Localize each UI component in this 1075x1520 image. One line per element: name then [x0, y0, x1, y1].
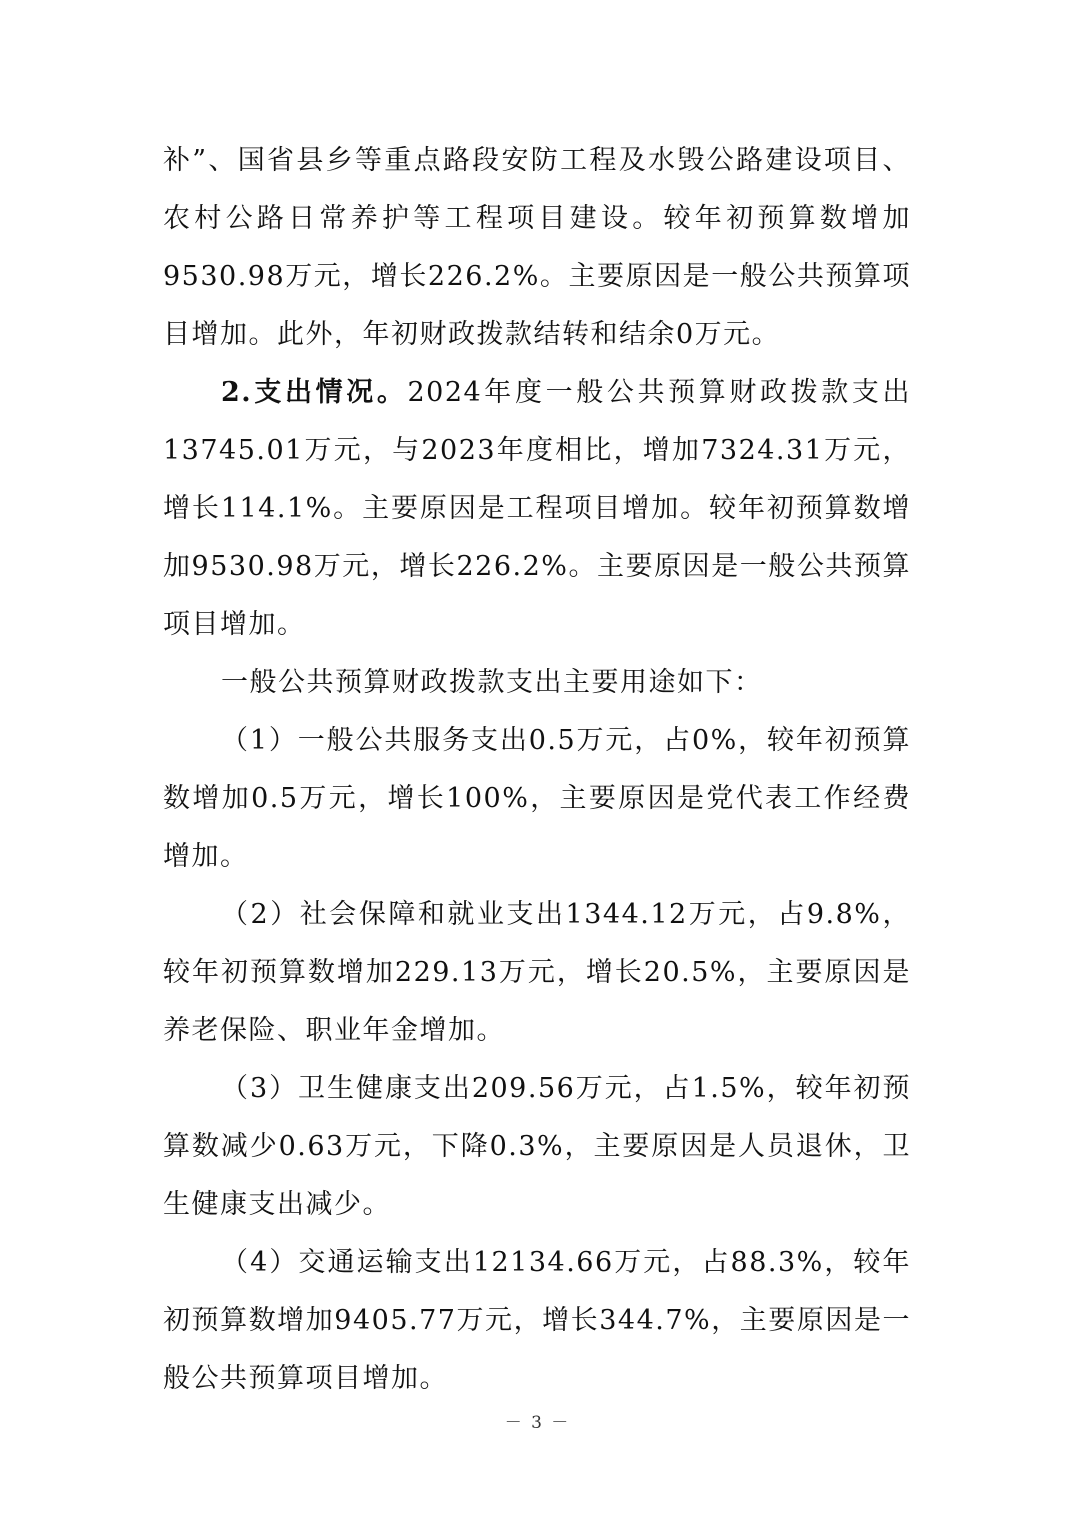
paragraph-item-health: （3）卫生健康支出209.56万元，占1.5%，较年初预算数减少0.63万元，下降0.3%，主要原因是人员退休，卫生健康支出减少。 — [163, 1073, 911, 1220]
paragraph-income-continuation: 补”、国省县乡等重点路段安防工程及水毁公路建设项目、农村公路日常养护等工程项目建设。较年初预算数增加9530.98万元，增长226.2%。主要原因是一般公共预算项目增加。此外，年初财政拨款结转和结余0万元。 — [163, 145, 911, 350]
paragraph-usage-intro: 一般公共预算财政拨款支出主要用途如下： — [221, 667, 763, 698]
section-heading-expenditure: 2.支出情况。 — [221, 377, 408, 408]
paragraph-item-transportation: （4）交通运输支出12134.66万元，占88.3%，较年初预算数增加9405.77万元，增长344.7%，主要原因是一般公共预算项目增加。 — [163, 1247, 911, 1394]
expenditure-summary-text: 2024年度一般公共预算财政拨款支出13745.01万元，与2023年度相比，增加7324.31万元，增长114.1%。主要原因是工程项目增加。较年初预算数增加9530.98万元，增长226.2%。主要原因是一般公共预算项目增加。 — [163, 377, 911, 640]
paragraph-expenditure-summary — [163, 364, 911, 654]
body-text — [163, 132, 911, 1408]
page-number: － 3 － — [504, 1413, 571, 1433]
paragraph-item-social-security: （2）社会保障和就业支出1344.12万元，占9.8%，较年初预算数增加229.13万元，增长20.5%，主要原因是养老保险、职业年金增加。 — [163, 899, 911, 1046]
paragraph-item-general-services: （1）一般公共服务支出0.5万元，占0%，较年初预算数增加0.5万元，增长100%，主要原因是党代表工作经费增加。 — [163, 725, 911, 872]
